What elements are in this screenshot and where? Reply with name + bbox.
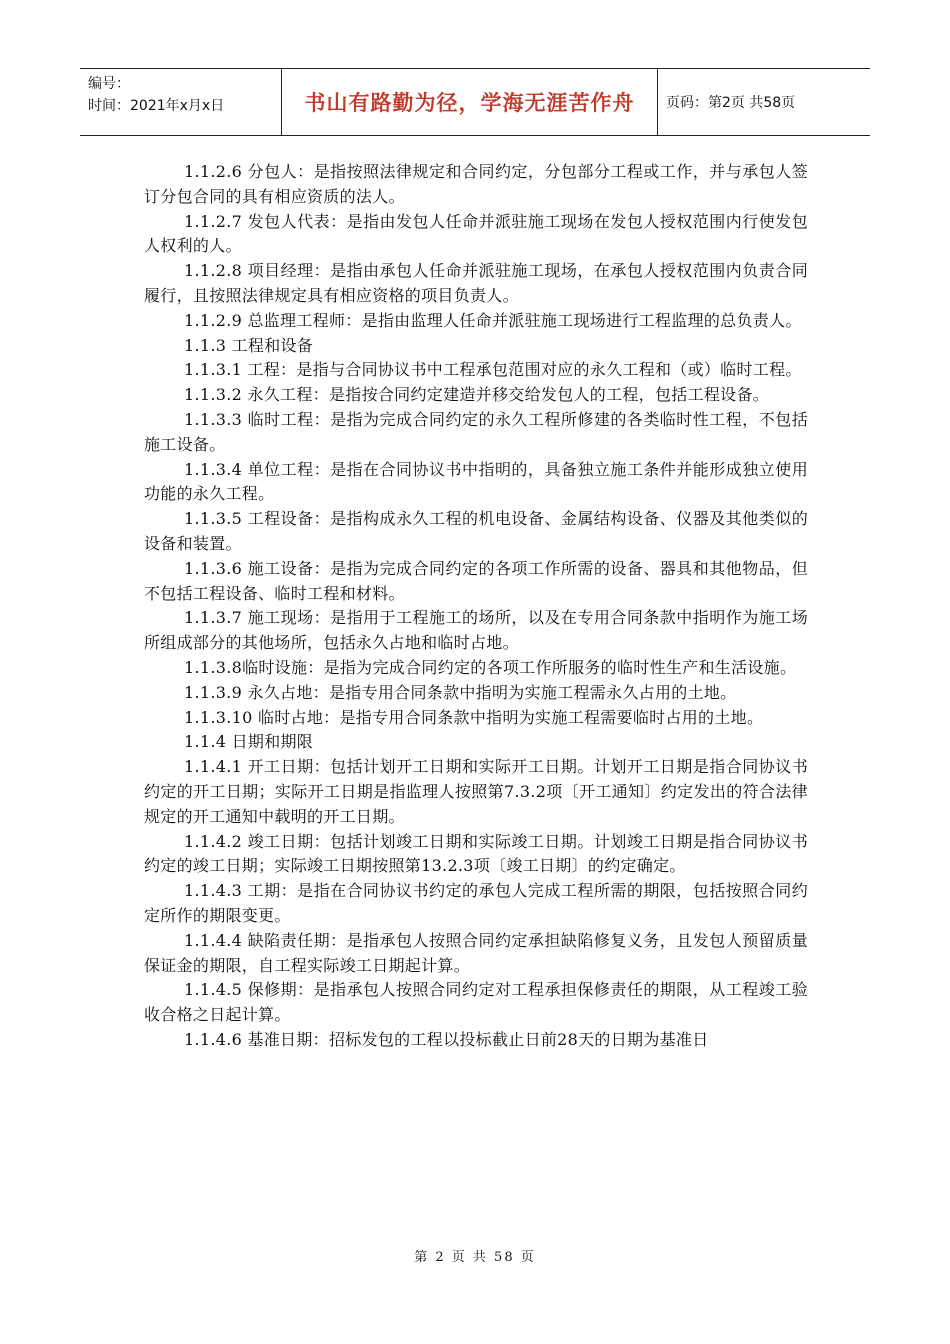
paragraph: 1.1.3.7 施工现场：是指用于工程施工的场所，以及在专用合同条款中指明作为施工场所组成部分的其他场所，包括永久占地和临时占地。 xyxy=(144,608,808,653)
section-heading: 1.1.3 工程和设备 xyxy=(184,335,314,355)
paragraph: 1.1.3.5 工程设备：是指构成永久工程的机电设备、金属结构设备、仪器及其他类似的设备和装置。 xyxy=(144,509,808,553)
paragraph: 1.1.3.1 工程：是指与合同协议书中工程承包范围对应的永久工程和（或）临时工程。 xyxy=(184,360,802,380)
paragraph: 1.1.3.10 临时占地：是指专用合同条款中指明为实施工程需要临时占用的土地。 xyxy=(184,707,764,727)
section-heading: 1.1.4 日期和期限 xyxy=(184,732,314,752)
paragraph: 1.1.4.4 缺陷责任期：是指承包人按照合同约定承担缺陷修复义务，且发包人预留质量保证金的期限，自工程实际竣工日期起计算。 xyxy=(144,930,808,975)
paragraph: 1.1.2.7 发包人代表：是指由发包人任命并派驻施工现场在发包人授权范围内行使发包人权利的人。 xyxy=(144,211,808,256)
header-meta xyxy=(80,69,282,135)
paragraph: 1.1.3.6 施工设备：是指为完成合同约定的各项工作所需的设备、器具和其他物品，但不包括工程设备、临时工程和材料。 xyxy=(144,558,808,603)
paragraph: 1.1.4.1 开工日期：包括计划开工日期和实际开工日期。计划开工日期是指合同协议书约定的开工日期；实际开工日期是指监理人按照第7.3.2项〔开工通知〕约定发出的符合法律规定的开工通知中载明的开工日期。 xyxy=(144,757,808,826)
paragraph: 1.1.4.3 工期：是指在合同协议书约定的承包人完成工程所需的期限，包括按照合同约定所作的期限变更。 xyxy=(144,881,808,925)
paragraph: 1.1.3.2 永久工程：是指按合同约定建造并移交给发包人的工程，包括工程设备。 xyxy=(184,385,770,405)
paragraph: 1.1.3.4 单位工程：是指在合同协议书中指明的，具备独立施工条件并能形成独立使用功能的永久工程。 xyxy=(144,459,808,504)
paragraph: 1.1.2.8 项目经理：是指由承包人任命并派驻施工现场，在承包人授权范围内负责合同履行，且按照法律规定具有相应资格的项目负责人。 xyxy=(144,261,808,305)
paragraph: 1.1.4.2 竣工日期：包括计划竣工日期和实际竣工日期。计划竣工日期是指合同协议书约定的竣工日期；实际竣工日期按照第13.2.3项〔竣工日期〕的约定确定。 xyxy=(144,831,808,876)
paragraph: 1.1.2.9 总监理工程师：是指由监理人任命并派驻施工现场进行工程监理的总负责人。 xyxy=(184,310,802,330)
header-motto: 书山有路勤为径，学海无涯苦作舟 xyxy=(282,69,658,135)
document-number-label: 编号： xyxy=(88,76,130,92)
paragraph: 1.1.2.6 分包人：是指按照法律规定和合同约定，分包部分工程或工作，并与承包人签订分包合同的具有相应资质的法人。 xyxy=(144,162,808,206)
document-date-label: 时间：2021年x月x日 xyxy=(88,98,225,114)
paragraph: 1.1.4.5 保修期：是指承包人按照合同约定对工程承担保修责任的期限，从工程竣工验收合格之日起计算。 xyxy=(144,980,808,1025)
paragraph: 1.1.3.3 临时工程：是指为完成合同约定的永久工程所修建的各类临时性工程，不包括施工设备。 xyxy=(144,409,808,454)
paragraph: 1.1.3.9 永久占地：是指专用合同条款中指明为实施工程需永久占用的土地。 xyxy=(184,682,737,702)
paragraph: 1.1.3.8临时设施：是指为完成合同约定的各项工作所服务的临时性生产和生活设施。 xyxy=(184,657,797,677)
document-body xyxy=(144,160,808,1053)
paragraph: 1.1.4.6 基准日期：招标发包的工程以投标截止日前28天的日期为基准日 xyxy=(184,1029,709,1049)
page-footer: 第 2 页 共 58 页 xyxy=(414,1250,536,1265)
page-header xyxy=(80,68,870,136)
header-page-label: 页码：第2页 共58页 xyxy=(666,95,796,111)
